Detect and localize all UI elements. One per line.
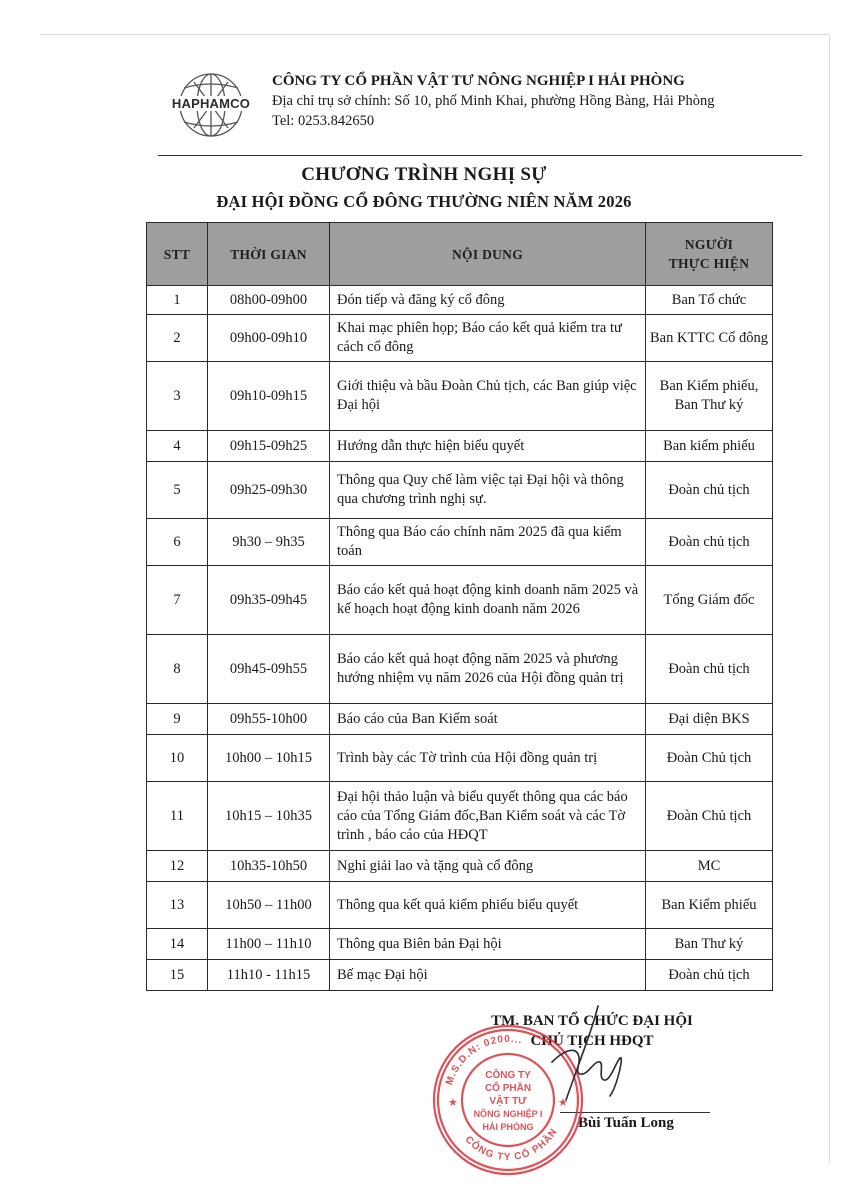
company-tel: Tel: 0253.842650	[272, 113, 375, 129]
page-subtitle: ĐẠI HỘI ĐỒNG CỔ ĐÔNG THƯỜNG NIÊN NĂM 2026	[216, 192, 632, 211]
row-person: Đoàn chủ tịch	[646, 462, 773, 519]
table-row	[147, 286, 773, 315]
table-header-row	[147, 223, 773, 286]
signer-name: Bùi Tuấn Long	[578, 1115, 674, 1131]
row-person: Đoàn chủ tịch	[646, 960, 773, 991]
row-time: 08h00-09h00	[208, 286, 330, 315]
row-person: Ban kiểm phiếu	[646, 431, 773, 462]
signature-organization: TM. BAN TỔ CHỨC ĐẠI HỘI	[491, 1013, 693, 1029]
scan-edge-top	[40, 34, 830, 35]
header-person	[646, 223, 773, 286]
header-person-line1: NGƯỜI	[684, 237, 734, 252]
row-content: Nghỉ giải lao và tặng quà cổ đông	[330, 851, 646, 882]
row-content: Báo cáo kết quả hoạt động năm 2025 và phương hướng nhiệm vụ năm 2026 của Hội đồng quản trị	[330, 635, 646, 704]
row-person: Đoàn chủ tịch	[646, 635, 773, 704]
row-content: Hướng dẫn thực hiện biểu quyết	[330, 431, 646, 462]
handwritten-signature	[500, 1000, 660, 1110]
row-content: Đại hội thảo luận và biểu quyết thông qua các báo cáo của Tổng Giám đốc,Ban Kiểm soát và các Tờ trình , báo cáo của HĐQT	[330, 782, 646, 851]
row-person: MC	[646, 851, 773, 882]
row-time: 09h25-09h30	[208, 462, 330, 519]
row-content: Thông qua Báo cáo chính năm 2025 đã qua kiểm toán	[330, 519, 646, 566]
signature-role: CHỦ TỊCH HĐQT	[530, 1033, 654, 1049]
row-stt: 12	[147, 851, 208, 882]
row-time: 10h15 – 10h35	[208, 782, 330, 851]
row-time: 10h00 – 10h15	[208, 735, 330, 782]
header-stt: STT	[147, 223, 208, 286]
header-time: THỜI GIAN	[208, 223, 330, 286]
row-content: Báo cáo kết quả hoạt động kinh doanh năm 2025 và kế hoạch hoạt động kinh doanh năm 2026	[330, 566, 646, 635]
table-row	[147, 704, 773, 735]
row-person: Ban Kiểm phiếu, Ban Thư ký	[646, 362, 773, 431]
company-logo	[158, 72, 264, 138]
stamp-bottom-text: CÔNG TY CỔ PHẦN	[462, 1126, 560, 1164]
row-content: Báo cáo của Ban Kiểm soát	[330, 704, 646, 735]
stamp-line2: CỔ PHẦN	[484, 1083, 532, 1094]
header-person-line2: THỰC HIỆN	[668, 256, 750, 271]
table-row	[147, 882, 773, 929]
company-address: Địa chỉ trụ sở chính: Số 10, phố Minh Khai, phường Hồng Bàng, Hải Phòng	[272, 93, 715, 109]
row-person: Ban Tổ chức	[646, 286, 773, 315]
row-person: Đại diện BKS	[646, 704, 773, 735]
row-person: Đoàn Chủ tịch	[646, 735, 773, 782]
page-title: CHƯƠNG TRÌNH NGHỊ SỰ	[301, 164, 547, 185]
row-content: Khai mạc phiên họp; Báo cáo kết quả kiểm tra tư cách cổ đông	[330, 315, 646, 362]
row-time: 10h35-10h50	[208, 851, 330, 882]
table-row	[147, 782, 773, 851]
row-stt: 3	[147, 362, 208, 431]
row-time: 09h35-09h45	[208, 566, 330, 635]
table-row	[147, 362, 773, 431]
logo-text: HAPHAMCO	[158, 96, 264, 111]
row-person: Ban KTTC Cổ đông	[646, 315, 773, 362]
star-icon: ★	[558, 1097, 568, 1109]
table-row	[147, 462, 773, 519]
stamp-ring-text: M.S.D.N: 0200...	[444, 1033, 524, 1087]
row-stt: 6	[147, 519, 208, 566]
row-time: 09h45-09h55	[208, 635, 330, 704]
row-time: 09h10-09h15	[208, 362, 330, 431]
row-time: 09h00-09h10	[208, 315, 330, 362]
row-content: Trình bày các Tờ trình của Hội đồng quản trị	[330, 735, 646, 782]
row-time: 11h00 – 11h10	[208, 929, 330, 960]
header-content: NỘI DUNG	[330, 223, 646, 286]
row-content: Thông qua Quy chế làm việc tại Đại hội và thông qua chương trình nghị sự.	[330, 462, 646, 519]
row-content: Thông qua kết quả kiểm phiếu biểu quyết	[330, 882, 646, 929]
table-row	[147, 431, 773, 462]
row-stt: 8	[147, 635, 208, 704]
row-time: 11h10 - 11h15	[208, 960, 330, 991]
header-rule	[158, 155, 802, 156]
row-person: Ban Thư ký	[646, 929, 773, 960]
agenda-table	[146, 222, 773, 991]
table-row	[147, 315, 773, 362]
row-stt: 15	[147, 960, 208, 991]
company-header	[272, 72, 812, 131]
row-person: Tổng Giám đốc	[646, 566, 773, 635]
row-stt: 5	[147, 462, 208, 519]
row-person: Đoàn Chủ tịch	[646, 782, 773, 851]
stamp-line5: HẢI PHÒNG	[482, 1122, 534, 1132]
row-stt: 13	[147, 882, 208, 929]
row-time: 09h15-09h25	[208, 431, 330, 462]
row-time: 09h55-10h00	[208, 704, 330, 735]
stamp-line1: CÔNG TY	[485, 1070, 531, 1081]
company-name: CÔNG TY CỔ PHẦN VẬT TƯ NÔNG NGHIỆP I HẢI PHÒNG	[272, 73, 685, 89]
row-stt: 9	[147, 704, 208, 735]
row-person: Ban Kiểm phiếu	[646, 882, 773, 929]
table-row	[147, 635, 773, 704]
row-stt: 11	[147, 782, 208, 851]
table-row	[147, 566, 773, 635]
star-icon: ★	[448, 1097, 458, 1109]
row-time: 9h30 – 9h35	[208, 519, 330, 566]
row-stt: 7	[147, 566, 208, 635]
table-row	[147, 960, 773, 991]
row-stt: 14	[147, 929, 208, 960]
table-row	[147, 519, 773, 566]
row-stt: 1	[147, 286, 208, 315]
row-stt: 10	[147, 735, 208, 782]
stamp-line4: NÔNG NGHIỆP I	[473, 1109, 543, 1119]
row-stt: 4	[147, 431, 208, 462]
row-person: Đoàn chủ tịch	[646, 519, 773, 566]
table-row	[147, 851, 773, 882]
stamp-line3: VẬT TƯ	[489, 1096, 527, 1107]
row-content: Giới thiệu và bầu Đoàn Chủ tịch, các Ban giúp việc Đại hội	[330, 362, 646, 431]
row-stt: 2	[147, 315, 208, 362]
row-time: 10h50 – 11h00	[208, 882, 330, 929]
row-content: Bế mạc Đại hội	[330, 960, 646, 991]
table-row	[147, 929, 773, 960]
row-content: Đón tiếp và đăng ký cổ đông	[330, 286, 646, 315]
table-row	[147, 735, 773, 782]
row-content: Thông qua Biên bản Đại hội	[330, 929, 646, 960]
